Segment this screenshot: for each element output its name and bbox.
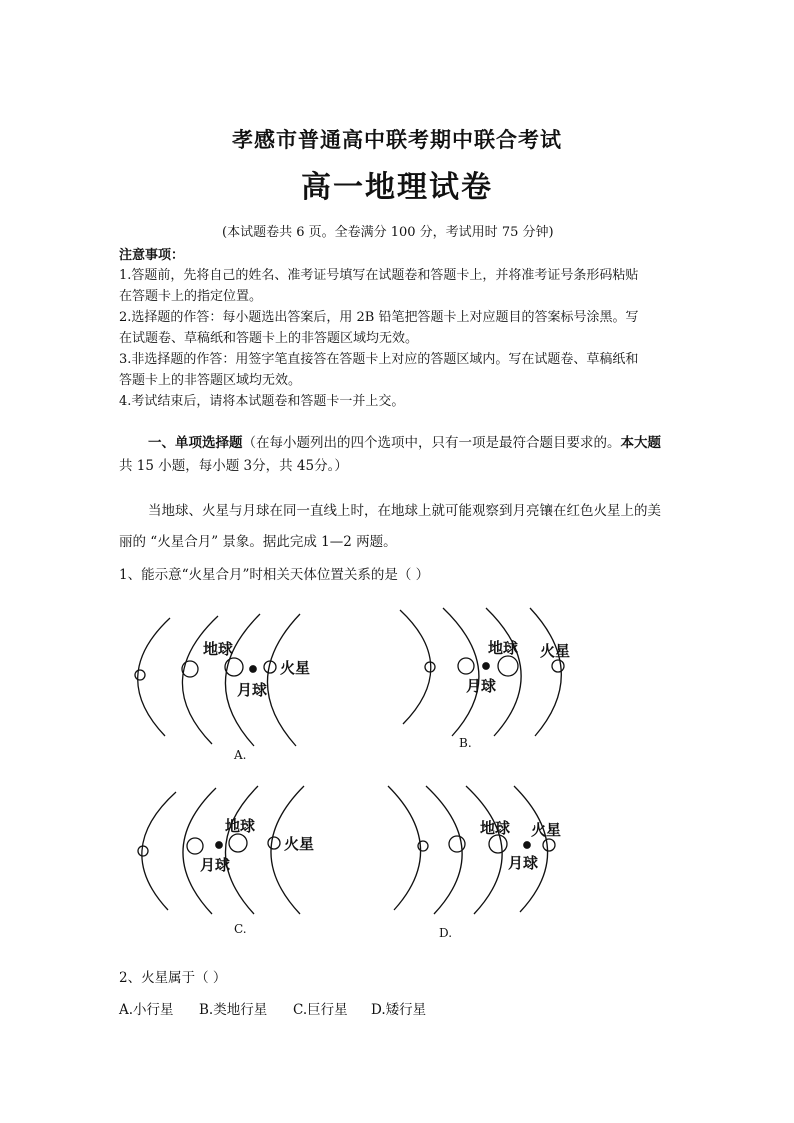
mars-circle <box>268 837 280 849</box>
inner-planet-circle <box>449 836 465 852</box>
exam-subtitle: 高一地理试卷 <box>301 170 493 205</box>
section-title: 一、单项选择题 <box>148 435 243 451</box>
earth-label: 地球 <box>203 640 234 658</box>
notice-heading: 注意事项： <box>119 248 185 263</box>
mars-label: 火星 <box>540 642 571 660</box>
moon-label: 月球 <box>237 681 268 699</box>
sun-planet-circle <box>135 670 145 680</box>
mars-label: 火星 <box>284 835 315 853</box>
option-a: A.小行星 <box>119 1002 174 1018</box>
earth-circle <box>229 834 247 852</box>
earth-label: 地球 <box>488 639 519 657</box>
diagram-b <box>400 608 564 736</box>
inner-planet-circle <box>458 658 474 674</box>
orbit-arc <box>514 786 548 912</box>
diagram-c <box>138 786 304 914</box>
notice-line: 1.答题前，先将自己的姓名、准考证号填写在试题卷和答题卡上，并将准考证号条形码粘贴 <box>119 268 639 283</box>
diagram-d <box>388 786 555 914</box>
notice-line: 2.选择题的作答：每小题选出答案后，用 2B 铅笔把答题卡上对应题目的答案标号涂黑。写 <box>119 310 639 325</box>
moon-dot <box>524 842 530 848</box>
orbit-arc <box>225 786 258 914</box>
mars-label: 火星 <box>280 659 311 677</box>
question-1-stem: 1、能示意“火星合月”时相关天体位置关系的是（ ） <box>119 567 430 583</box>
orbit-arc <box>183 788 216 914</box>
option-label-d: D. <box>439 926 453 940</box>
option-c: C.巨行星 <box>293 1002 348 1018</box>
sun-planet-circle <box>138 846 148 856</box>
moon-label: 月球 <box>508 854 539 872</box>
earth-label: 地球 <box>225 817 256 835</box>
orbit-arc <box>388 786 421 910</box>
earth-circle <box>498 656 518 676</box>
orbit-arc <box>267 614 300 746</box>
moon-dot <box>216 842 222 848</box>
question-2-stem: 2、火星属于（ ） <box>119 970 227 986</box>
option-label-b: B. <box>459 736 472 750</box>
notice-line: 在答题卡上的指定位置。 <box>119 289 263 304</box>
inner-planet-circle <box>187 838 203 854</box>
passage-line: 当地球、火星与月球在同一直线上时，在地球上就可能观察到月亮镶在红色火星上的美 <box>148 503 661 519</box>
passage-line: 丽的 “火星合月” 景象。据此完成 1—2 两题。 <box>119 534 397 550</box>
notice-line: 在试题卷、草稿纸和答题卡上的非答题区域均无效。 <box>119 331 419 346</box>
notice-line: 3.非选择题的作答：用签字笔直接答在答题卡上对应的答题区域内。写在试题卷、草稿纸和 <box>119 352 639 367</box>
moon-dot <box>250 666 256 672</box>
mars-circle <box>543 839 555 851</box>
moon-label: 月球 <box>466 677 497 695</box>
option-label-a: A. <box>234 748 247 762</box>
notice-line: 答题卡上的非答题区域均无效。 <box>119 373 302 388</box>
exam-info: (本试题卷共 6 页。全卷满分 100 分，考试用时 75 分钟) <box>222 225 554 240</box>
section-desc-line2: 共 15 小题，每小题 3分，共 45分。） <box>119 458 348 474</box>
orbit-arc <box>426 786 462 914</box>
mars-label: 火星 <box>531 821 562 839</box>
option-b: B.类地行星 <box>199 1002 268 1018</box>
section-desc: （在每小题列出的四个选项中，只有一项是最符合题目要求的。 <box>242 435 621 451</box>
moon-label: 月球 <box>200 856 231 874</box>
mars-circle <box>552 660 564 672</box>
moon-dot <box>483 663 489 669</box>
orbit-arc <box>182 616 218 744</box>
diagram-a <box>135 614 300 746</box>
sun-planet-circle <box>418 841 428 851</box>
orbit-arc <box>142 792 176 910</box>
earth-label: 地球 <box>480 819 511 837</box>
option-d: D.矮行星 <box>371 1002 427 1018</box>
section-desc-bold: 本大题 <box>620 435 661 451</box>
orbit-arc <box>466 786 502 914</box>
orbit-arc <box>400 610 431 724</box>
notice-line: 4.考试结束后，请将本试题卷和答题卡一并上交。 <box>119 394 405 409</box>
orbit-arc <box>138 618 170 736</box>
option-label-c: C. <box>234 922 247 936</box>
exam-title: 孝感市普通高中联考期中联合考试 <box>232 127 562 152</box>
